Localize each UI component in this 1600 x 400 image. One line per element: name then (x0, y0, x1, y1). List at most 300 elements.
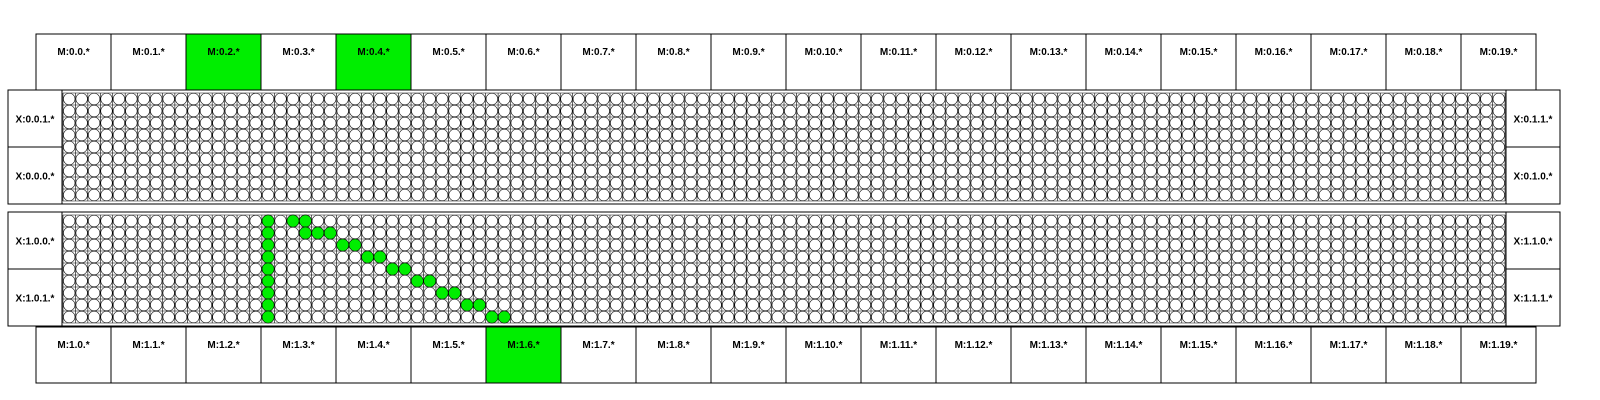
crosspoint (1157, 275, 1169, 287)
crosspoint (884, 299, 896, 311)
crosspoint (983, 93, 995, 105)
crosspoint (747, 311, 759, 323)
crosspoint (1108, 165, 1120, 177)
crosspoint (499, 227, 511, 239)
crosspoint (1406, 215, 1418, 227)
crosspoint (834, 129, 846, 141)
crosspoint (697, 165, 709, 177)
crosspoint (1133, 275, 1145, 287)
crosspoint (996, 165, 1008, 177)
crosspoint (1269, 189, 1281, 201)
crosspoint (598, 129, 610, 141)
crosspoint (523, 287, 535, 299)
crosspoint (871, 189, 883, 201)
module-label: M:0.4.* (357, 47, 390, 58)
crosspoint (1307, 189, 1319, 201)
crosspoint (101, 287, 113, 299)
crosspoint (1431, 189, 1443, 201)
crosspoint (1307, 287, 1319, 299)
crosspoint (697, 153, 709, 165)
crosspoint (1282, 263, 1294, 275)
crosspoint (1033, 177, 1045, 189)
crosspoint (610, 263, 622, 275)
crosspoint (735, 129, 747, 141)
crosspoint (946, 93, 958, 105)
crosspoint (648, 177, 660, 189)
crosspoint (1456, 251, 1468, 263)
crosspoint (88, 227, 100, 239)
crosspoint (834, 263, 846, 275)
crosspoint (113, 299, 125, 311)
crosspoint (1431, 177, 1443, 189)
crosspoint (784, 275, 796, 287)
crosspoint (1220, 287, 1232, 299)
crosspoint (126, 189, 138, 201)
crosspoint (325, 287, 337, 299)
crosspoint (412, 287, 424, 299)
crosspoint (1195, 117, 1207, 129)
crosspoint (225, 129, 237, 141)
crosspoint (1207, 311, 1219, 323)
crosspoint (921, 189, 933, 201)
crosspoint (188, 189, 200, 201)
crosspoint (499, 141, 511, 153)
crosspoint (834, 287, 846, 299)
crosspoint (1307, 275, 1319, 287)
crosspoint (934, 263, 946, 275)
bottom-module-12 (936, 327, 1011, 383)
crosspoint (287, 287, 299, 299)
crosspoint (275, 239, 287, 251)
top-module-row (36, 34, 1536, 90)
crosspoint (1369, 299, 1381, 311)
crosspoint (971, 93, 983, 105)
crosspoint (921, 251, 933, 263)
module-label: M:0.2.* (207, 47, 240, 58)
crosspoint (1269, 287, 1281, 299)
crosspoint (996, 105, 1008, 117)
crosspoint-grid (63, 215, 1505, 323)
crosspoint (909, 215, 921, 227)
crosspoint (1021, 275, 1033, 287)
bottom-module-18 (1386, 327, 1461, 383)
crosspoint (722, 239, 734, 251)
crosspoint (1058, 215, 1070, 227)
crosspoint (1443, 141, 1455, 153)
crosspoint (474, 189, 486, 201)
crosspoint (387, 275, 399, 287)
crosspoint (225, 239, 237, 251)
crosspoint (1356, 105, 1368, 117)
module-label: M:0.12.* (954, 47, 993, 58)
crosspoint (163, 105, 175, 117)
crosspoint (1021, 227, 1033, 239)
crosspoint (511, 165, 523, 177)
crosspoint (548, 177, 560, 189)
crosspoint (1021, 287, 1033, 299)
crosspoint (325, 311, 337, 323)
crosspoint (175, 117, 187, 129)
crosspoint (822, 239, 834, 251)
crosspoint (412, 263, 424, 275)
crosspoint (1493, 239, 1505, 251)
crosspoint (1431, 239, 1443, 251)
crosspoint (1456, 93, 1468, 105)
crosspoint (996, 287, 1008, 299)
crosspoint (934, 299, 946, 311)
module-box (636, 34, 711, 90)
crosspoint (1294, 227, 1306, 239)
crosspoint (983, 287, 995, 299)
crosspoint (1282, 105, 1294, 117)
crosspoint (760, 239, 772, 251)
crossbar-0 (8, 90, 1560, 204)
crosspoint (1331, 251, 1343, 263)
crosspoint (797, 189, 809, 201)
crosspoint (1021, 311, 1033, 323)
crosspoint (971, 311, 983, 323)
crosspoint (1431, 153, 1443, 165)
crosspoint (1418, 311, 1430, 323)
crosspoint (586, 311, 598, 323)
crosspoint (1418, 93, 1430, 105)
crosspoint (536, 165, 548, 177)
crosspoint (610, 215, 622, 227)
crosspoint (1021, 177, 1033, 189)
module-label: M:1.5.* (432, 340, 465, 351)
crosspoint (1220, 129, 1232, 141)
crosspoint (237, 227, 249, 239)
crosspoint (1070, 141, 1082, 153)
crosspoint (1481, 287, 1493, 299)
crosspoint (1095, 215, 1107, 227)
crosspoint (586, 287, 598, 299)
crosspoint (188, 153, 200, 165)
crosspoint (685, 263, 697, 275)
crosspoint (884, 287, 896, 299)
crosspoint (822, 117, 834, 129)
module-box (561, 327, 636, 383)
crosspoint (648, 251, 660, 263)
crosspoint (809, 299, 821, 311)
module-label: M:0.6.* (507, 47, 540, 58)
crosspoint (772, 311, 784, 323)
crosspoint (163, 251, 175, 263)
crosspoint (1070, 215, 1082, 227)
crosspoint (548, 93, 560, 105)
crosspoint (934, 141, 946, 153)
crosspoint (1170, 275, 1182, 287)
crosspoint (200, 105, 212, 117)
crosspoint (772, 263, 784, 275)
crosspoint (436, 263, 448, 275)
crosspoint (1394, 263, 1406, 275)
crosspoint (1493, 153, 1505, 165)
crosspoint (561, 129, 573, 141)
crosspoint (1008, 227, 1020, 239)
crosspoint (983, 153, 995, 165)
crosspoint (1331, 189, 1343, 201)
crosspoint (673, 287, 685, 299)
crosspoint (958, 263, 970, 275)
crosspoint (996, 251, 1008, 263)
crosspoint (387, 93, 399, 105)
crosspoint (337, 311, 349, 323)
crosspoint (1369, 251, 1381, 263)
active-crosspoint (436, 287, 448, 299)
crosspoint (225, 141, 237, 153)
crosspoint (934, 129, 946, 141)
crosspoint (834, 165, 846, 177)
crosspoint (138, 239, 150, 251)
crosspoint (1493, 129, 1505, 141)
crosspoint (1269, 141, 1281, 153)
crosspoint (1282, 141, 1294, 153)
crosspoint (1319, 251, 1331, 263)
crosspoint (387, 105, 399, 117)
crosspoint (486, 263, 498, 275)
crosspoint (200, 227, 212, 239)
crosspoint (983, 117, 995, 129)
crosspoint (660, 129, 672, 141)
crosspoint (250, 275, 262, 287)
crosspoint (685, 189, 697, 201)
crosspoint (809, 275, 821, 287)
crosspoint (710, 153, 722, 165)
crosspoint (449, 153, 461, 165)
crosspoint (921, 165, 933, 177)
crosspoint (536, 263, 548, 275)
crosspoint (362, 275, 374, 287)
crosspoint (536, 177, 548, 189)
crosspoint (896, 239, 908, 251)
crosspoint (387, 189, 399, 201)
crosspoint (88, 165, 100, 177)
crosspoint (1456, 227, 1468, 239)
crosspoint (200, 287, 212, 299)
crosspoint (188, 275, 200, 287)
crosspoint (237, 239, 249, 251)
crosspoint (1157, 177, 1169, 189)
crosspoint (1344, 105, 1356, 117)
crosspoint (660, 311, 672, 323)
crosspoint (163, 227, 175, 239)
crosspoint (1257, 251, 1269, 263)
crosspoint (461, 227, 473, 239)
crosspoint (834, 117, 846, 129)
crosspoint (213, 93, 225, 105)
crosspoint (449, 117, 461, 129)
crosspoint (1046, 227, 1058, 239)
crosspoint (660, 117, 672, 129)
crosspoint (300, 177, 312, 189)
crosspoint (697, 117, 709, 129)
module-box (36, 34, 111, 90)
crosspoint (1282, 239, 1294, 251)
crosspoint (1257, 227, 1269, 239)
crosspoint (1182, 153, 1194, 165)
crosspoint (822, 263, 834, 275)
crosspoint (1108, 215, 1120, 227)
crosspoint (113, 189, 125, 201)
crosspoint (722, 153, 734, 165)
crosspoint (623, 105, 635, 117)
crosspoint (847, 311, 859, 323)
crosspoint (896, 105, 908, 117)
crosspoint (399, 141, 411, 153)
crosspoint (1406, 227, 1418, 239)
module-box (861, 327, 936, 383)
crosspoint (834, 215, 846, 227)
crosspoint (971, 153, 983, 165)
crosspoint (275, 93, 287, 105)
crosspoint (399, 153, 411, 165)
crosspoint (573, 251, 585, 263)
crosspoint (548, 189, 560, 201)
crosspoint (722, 117, 734, 129)
crosspoint (1232, 275, 1244, 287)
crosspoint (175, 287, 187, 299)
crosspoint (225, 177, 237, 189)
crosspoint (896, 275, 908, 287)
crosspoint (660, 263, 672, 275)
crosspoint (188, 93, 200, 105)
crosspoint (188, 141, 200, 153)
crosspoint (300, 287, 312, 299)
crosspoint (287, 129, 299, 141)
crosspoint (685, 287, 697, 299)
active-crosspoint (262, 275, 274, 287)
crosspoint (1195, 153, 1207, 165)
crosspoint (237, 263, 249, 275)
crosspoint (673, 239, 685, 251)
crosspoint (971, 239, 983, 251)
crosspoint (921, 105, 933, 117)
crosspoint (511, 189, 523, 201)
crosspoint (871, 105, 883, 117)
crosspoint (1108, 239, 1120, 251)
crosspoint (225, 165, 237, 177)
crosspoint (548, 141, 560, 153)
crosspoint (772, 177, 784, 189)
crosspoint (424, 129, 436, 141)
crosspoint (971, 165, 983, 177)
crosspoint (673, 275, 685, 287)
active-crosspoint (262, 263, 274, 275)
crosspoint (1257, 153, 1269, 165)
crosspoint (1456, 299, 1468, 311)
crosspoint (138, 227, 150, 239)
module-label: M:1.1.* (132, 340, 165, 351)
crosspoint (784, 227, 796, 239)
module-label: M:0.14.* (1104, 47, 1143, 58)
crosspoint (934, 311, 946, 323)
crosspoint (312, 275, 324, 287)
crosspoint (1481, 275, 1493, 287)
crosspoint (809, 215, 821, 227)
crosspoint (387, 311, 399, 323)
crosspoint (598, 153, 610, 165)
crosspoint (697, 93, 709, 105)
crosspoint (710, 251, 722, 263)
crosspoint (573, 275, 585, 287)
crosspoint (610, 189, 622, 201)
crosspoint (424, 227, 436, 239)
crosspoint (586, 177, 598, 189)
module-label: M:0.5.* (432, 47, 465, 58)
crosspoint (325, 275, 337, 287)
crosspoint (76, 141, 88, 153)
crosspoint (573, 177, 585, 189)
crosspoint (784, 263, 796, 275)
bottom-module-17 (1311, 327, 1386, 383)
crosspoint (138, 287, 150, 299)
crosspoint (474, 251, 486, 263)
crosspoint (1133, 263, 1145, 275)
crosspoint (561, 165, 573, 177)
crosspoint (325, 105, 337, 117)
crosspoint (325, 263, 337, 275)
crosspoint (1468, 177, 1480, 189)
crosspoint (287, 153, 299, 165)
crosspoint (449, 251, 461, 263)
crosspoint (200, 93, 212, 105)
crosspoint (1443, 263, 1455, 275)
crosspoint (424, 105, 436, 117)
crosspoint (710, 275, 722, 287)
crosspoint (1008, 141, 1020, 153)
crosspoint (760, 215, 772, 227)
crosspoint (1046, 251, 1058, 263)
crosspoint (623, 263, 635, 275)
crosspoint (1120, 177, 1132, 189)
module-label: M:1.2.* (207, 340, 240, 351)
crosspoint (958, 177, 970, 189)
crosspoint (1195, 177, 1207, 189)
crosspoint (735, 177, 747, 189)
crosspoint (1319, 275, 1331, 287)
crosspoint (1443, 215, 1455, 227)
crosspoint (909, 311, 921, 323)
crosspoint (859, 275, 871, 287)
crosspoint (225, 93, 237, 105)
crosspoint (76, 117, 88, 129)
crosspoint (598, 93, 610, 105)
crosspoint (262, 117, 274, 129)
crosspoint (126, 299, 138, 311)
crosspoint (250, 287, 262, 299)
crosspoint (362, 141, 374, 153)
crosspoint (797, 239, 809, 251)
crosspoint (88, 177, 100, 189)
crosspoint (1381, 251, 1393, 263)
crosspoint (1294, 263, 1306, 275)
crosspoint (623, 189, 635, 201)
crosspoint (1307, 141, 1319, 153)
crosspoint (163, 189, 175, 201)
crosspoint (250, 177, 262, 189)
crosspoint (946, 299, 958, 311)
crosspoint (1493, 141, 1505, 153)
crosspoint (1170, 165, 1182, 177)
crosspoint (374, 227, 386, 239)
crosspoint (1431, 129, 1443, 141)
crosspoint (1257, 189, 1269, 201)
crosspoint (896, 263, 908, 275)
top-module-18 (1386, 34, 1461, 90)
crosspoint (934, 189, 946, 201)
crosspoint (847, 287, 859, 299)
